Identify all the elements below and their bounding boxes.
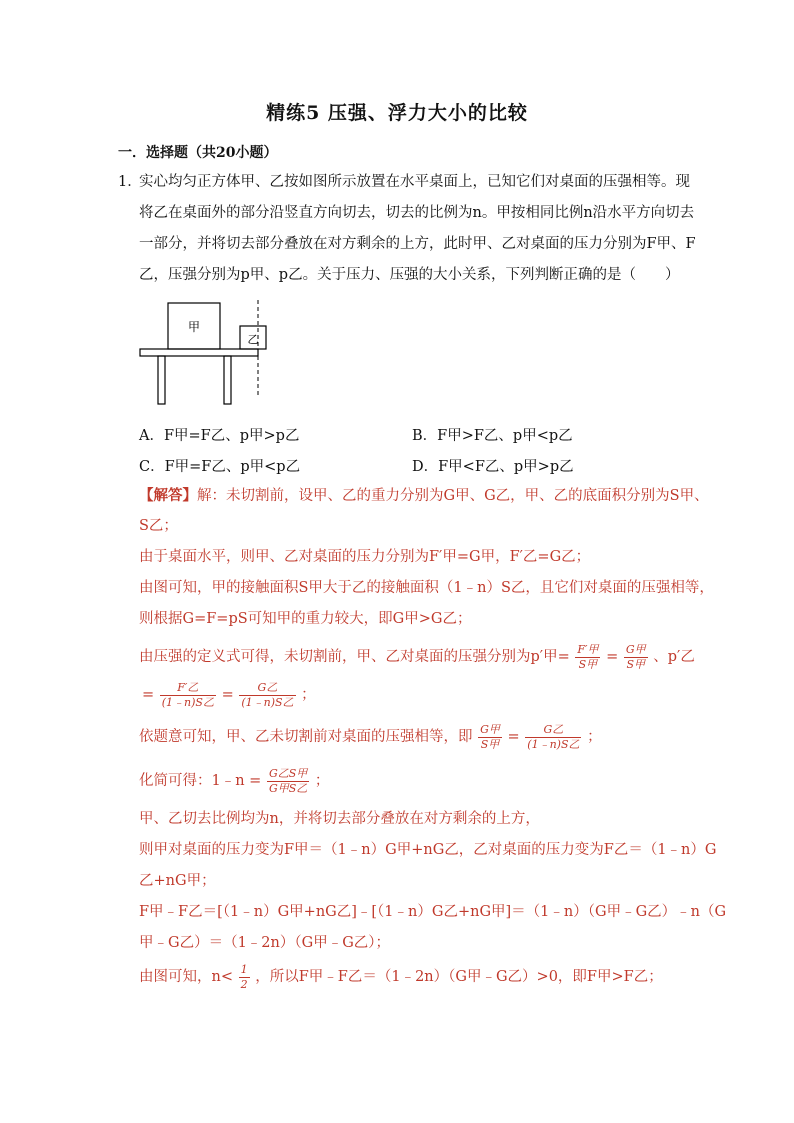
equals: = bbox=[507, 729, 520, 745]
numerator: G乙S甲 bbox=[268, 766, 308, 780]
option-b[interactable]: B．F甲>F乙、p甲<p乙 bbox=[412, 428, 573, 444]
table-leg-left bbox=[158, 356, 165, 404]
denominator: (1﹣n)S乙 bbox=[241, 695, 294, 709]
solution-line-2: S乙； bbox=[139, 518, 178, 534]
fraction bbox=[525, 723, 581, 752]
text: ； bbox=[301, 687, 316, 703]
solution-line-6 bbox=[139, 642, 695, 673]
fraction bbox=[624, 643, 648, 672]
text: 依题意可知，甲、乙未切割前对桌面的压强相等，即 bbox=[139, 729, 473, 745]
equals: = bbox=[142, 687, 155, 703]
solution-tag: 【解答】 bbox=[139, 487, 197, 504]
question-line-2: 将乙在桌面外的部分沿竖直方向切去，切去的比例为n。甲按相同比例n沿水平方向切去 bbox=[139, 205, 695, 221]
numerator: F′甲 bbox=[577, 642, 599, 656]
table-leg-right bbox=[224, 356, 231, 404]
table-figure bbox=[138, 298, 278, 408]
option-a[interactable]: A．F甲=F乙、p甲>p乙 bbox=[139, 428, 300, 444]
denominator: S甲 bbox=[480, 737, 500, 751]
solution-line-14: 甲﹣G乙）＝（1﹣2n）（G甲﹣G乙）； bbox=[139, 935, 391, 951]
denominator: (1﹣n)S乙 bbox=[161, 695, 214, 709]
text: 由图可知，n< bbox=[139, 969, 233, 985]
numerator: G乙 bbox=[239, 681, 295, 696]
option-c[interactable]: C．F甲=F乙、p甲<p乙 bbox=[139, 459, 301, 475]
section-heading: 一．选择题（共20小题） bbox=[118, 145, 278, 161]
tabletop bbox=[140, 349, 258, 356]
numerator: G甲 bbox=[625, 642, 646, 656]
solution-line-1 bbox=[139, 480, 709, 512]
solution-line-15 bbox=[139, 962, 663, 993]
text: ，所以F甲﹣F乙＝（1﹣2n）（G甲﹣G乙）>0，即F甲>F乙； bbox=[255, 969, 663, 985]
solution-line-9 bbox=[139, 766, 329, 797]
cube-jia-label: 甲 bbox=[187, 320, 201, 334]
text: ； bbox=[587, 729, 602, 745]
equals: = bbox=[606, 649, 619, 665]
text: 化简可得：1﹣n = bbox=[139, 773, 262, 789]
solution-line-4: 由图可知，甲的接触面积S甲大于乙的接触面积（1﹣n）S乙，且它们对桌面的压强相等， bbox=[139, 580, 714, 596]
question-line-1: 实心均匀正方体甲、乙按如图所示放置在水平桌面上，已知它们对桌面的压强相等。现 bbox=[139, 174, 690, 190]
fraction bbox=[575, 643, 600, 672]
fraction bbox=[478, 723, 502, 752]
cube-yi-label: 乙 bbox=[247, 333, 259, 346]
option-d[interactable]: D．F甲<F乙、p甲>p乙 bbox=[412, 459, 574, 475]
text: 、p′乙 bbox=[653, 649, 695, 665]
fraction bbox=[267, 767, 309, 796]
denominator: (1﹣n)S乙 bbox=[527, 737, 580, 751]
solution-line-3: 由于桌面水平，则甲、乙对桌面的压力分别为F′甲=G甲，F′乙=G乙； bbox=[139, 549, 591, 565]
denominator: S甲 bbox=[626, 657, 646, 671]
question-number: 1． bbox=[118, 174, 142, 190]
fraction bbox=[239, 681, 295, 710]
numerator: G甲 bbox=[480, 722, 500, 736]
solution-text: 解：未切割前，设甲、乙的重力分别为G甲、G乙，甲、乙的底面积分别为S甲、 bbox=[197, 488, 709, 504]
numerator: F′乙 bbox=[160, 681, 216, 696]
solution-line-10: 甲、乙切去比例均为n，并将切去部分叠放在对方剩余的上方， bbox=[139, 811, 540, 827]
question-line-4: 乙，压强分别为p甲、p乙。关于压力、压强的大小关系，下列判断正确的是（ ） bbox=[139, 267, 680, 283]
page-title: 精练5 压强、浮力大小的比较 bbox=[266, 102, 528, 124]
numerator: 1 bbox=[240, 962, 248, 976]
solution-line-11: 则甲对桌面的压力变为F甲＝（1﹣n）G甲+nG乙，乙对桌面的压力变为F乙＝（1﹣n）G bbox=[139, 842, 717, 858]
denominator: 2 bbox=[240, 977, 248, 991]
solution-line-7 bbox=[142, 680, 316, 711]
solution-line-13: F甲﹣F乙＝[（1﹣n）G甲+nG乙]﹣[（1﹣n）G乙+nG甲]＝（1﹣n）（G甲﹣G乙）﹣n（G bbox=[139, 904, 727, 920]
fraction bbox=[160, 681, 216, 710]
fraction bbox=[239, 963, 250, 992]
denominator: G甲S乙 bbox=[268, 781, 308, 795]
text: 由压强的定义式可得，未切割前，甲、乙对桌面的压强分别为p′甲= bbox=[139, 649, 570, 665]
denominator: S甲 bbox=[578, 657, 598, 671]
solution-line-12: 乙+nG甲； bbox=[139, 873, 216, 889]
numerator: G乙 bbox=[525, 723, 581, 738]
question-line-3: 一部分，并将切去部分叠放在对方剩余的上方，此时甲、乙对桌面的压力分别为F甲、F bbox=[139, 236, 696, 252]
text: ； bbox=[314, 773, 330, 789]
equals: = bbox=[221, 687, 234, 703]
solution-line-8 bbox=[139, 722, 602, 753]
solution-line-5: 则根据G=F=pS可知甲的重力较大，即G甲>G乙； bbox=[139, 611, 472, 627]
